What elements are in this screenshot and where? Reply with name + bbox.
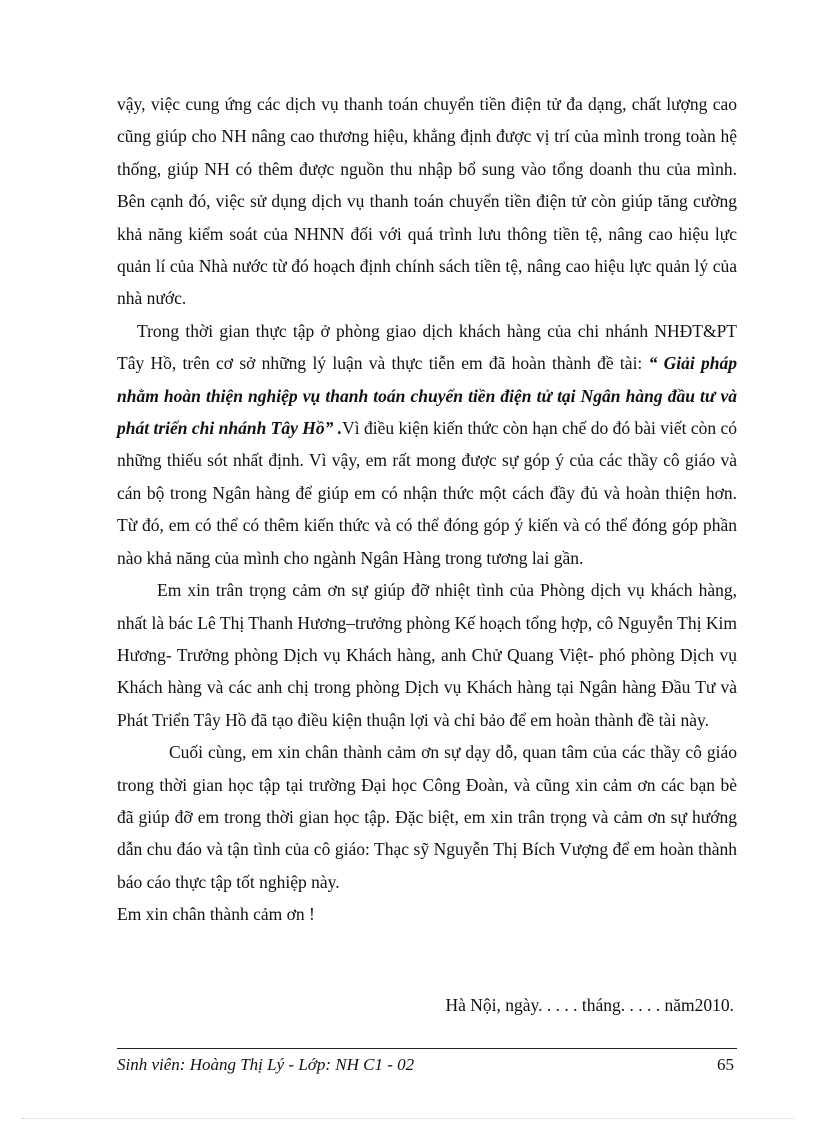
paragraph-remainder-text: Vì điều kiện kiến thức còn hạn chế do đó bài viết còn có những thiếu sót nhất định. Vì vậy, em rất mong được sự góp ý của các thầy cô giáo và cán bộ trong Ngân hàng để giúp em có nhận thức một cách đầy đủ và hoàn thiện hơn. Từ đó, em có thể có thêm kiến thức và có thể đóng góp ý kiến và có thể đóng góp phần nào khả năng của mình cho ngành Ngân Hàng trong tương lai gần. <box>117 418 737 568</box>
paragraph-intro-text: Trong thời gian thực tập ở phòng giao dịch khách hàng của chi nhánh NHĐT&PT Tây Hồ, trên cơ sở những lý luận và thực tiễn em đã hoàn thành đề tài: <box>117 320 737 374</box>
paragraph-conclusion: vậy, việc cung ứng các dịch vụ thanh toán chuyển tiền điện tử đa dạng, chất lượng cao cũng giúp cho NH nâng cao thương hiệu, khẳng định được vị trí của mình trong toàn hệ thống, giúp NH có thêm được nguồn thu nhập bổ sung vào tổng doanh thu của mình. Bên cạnh đó, việc sử dụng dịch vụ thanh toán chuyển tiền điện tử còn giúp tăng cường khả năng kiểm soát của NHNN đối với quá trình lưu thông tiền tệ, nâng cao hiệu lực quản lí của Nhà nước từ đó hoạch định chính sách tiền tệ, nâng cao hiệu lực quản lý của nhà nước. <box>117 94 737 309</box>
footer-student-info: Sinh viên: Hoàng Thị Lý - Lớp: NH C1 - 02 <box>117 1055 415 1074</box>
page-border-bottom <box>22 1118 794 1119</box>
document-body <box>117 88 737 931</box>
thesis-title: “ Giải pháp nhằm hoàn thiện nghiệp vụ thanh toán chuyển tiền điện tử tại Ngân hàng đầu tư và phát triển chi nhánh Tây Hồ” . <box>117 353 737 439</box>
paragraph-thesis-topic <box>117 315 737 574</box>
paragraph-thanks-bank: Em xin trân trọng cảm ơn sự giúp đỡ nhiệt tình của Phòng dịch vụ khách hàng, nhất là bác Lê Thị Thanh Hương–trưởng phòng Kế hoạch tổng hợp, cô Nguyễn Thị Kim Hương- Trưởng phòng Dịch vụ Khách hàng, anh Chử Quang Việt- phó phòng Dịch vụ Khách hàng và các anh chị trong phòng Dịch vụ Khách hàng tại Ngân hàng Đầu Tư và Phát Triển Tây Hồ đã tạo điều kiện thuận lợi và chỉ bảo để em hoàn thành đề tài này. <box>117 580 737 730</box>
page-number: 65 <box>717 1055 734 1074</box>
date-line: Hà Nội, ngày. . . . . tháng. . . . . năm2010. <box>445 995 734 1015</box>
closing-line: Em xin chân thành cảm ơn ! <box>117 904 315 925</box>
footer-divider <box>117 1048 737 1049</box>
paragraph-thanks-teachers: Cuối cùng, em xin chân thành cảm ơn sự dạy dỗ, quan tâm của các thầy cô giáo trong thời gian học tập tại trường Đại học Công Đoàn, và cũng xin cảm ơn các bạn bè đã giúp đỡ em trong thời gian học tập. Đặc biệt, em xin trân trọng và cảm ơn sự hướng dẫn chu đáo và tận tình của cô giáo: Thạc sỹ Nguyễn Thị Bích Vượng để em hoàn thành báo cáo thực tập tốt nghiệp này. <box>117 742 737 892</box>
